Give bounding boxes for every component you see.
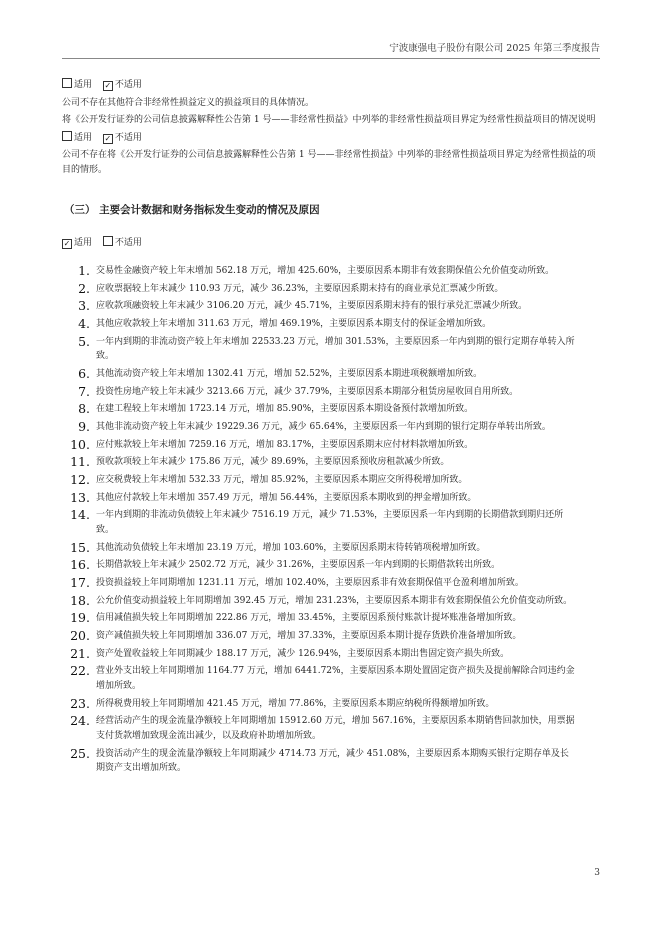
checkbox-label: 适用 (74, 80, 93, 90)
item-text: 其他非流动资产较上年末减少 19229.36 万元，减少 65.64%，主要原因系一年内到期的银行定期存单转出所致。 (96, 422, 551, 432)
checkbox-not-applicable[interactable]: ✓ (104, 133, 112, 143)
list-item (62, 576, 602, 591)
item-number: 24. (70, 713, 90, 729)
item-text: 应付账款较上年末增加 7259.16 万元，增加 83.17%，主要原因系期末应付材料款增加所致。 (96, 439, 474, 450)
list-item (62, 402, 602, 417)
list-item (62, 367, 602, 382)
list-item (62, 473, 602, 488)
item-number: 10. (70, 436, 90, 452)
list-item (62, 264, 602, 279)
item-text: 信用减值损失较上年同期增加 222.86 万元，增加 33.45%，主要原因系预付账款计提坏账准备增加所致。 (96, 613, 522, 624)
item-text: 应交税费较上年末增加 532.33 万元，增加 85.92%，主要原因系本期应交所得税增加所致。 (96, 475, 468, 486)
item-text: 其他应收款较上年末增加 311.63 万元，增加 469.19%，主要原因系本期支付的保证金增加所致。 (96, 319, 492, 330)
list-item (62, 747, 602, 776)
list-item (62, 282, 602, 297)
item-number: 22. (70, 663, 90, 679)
item-number: 19. (70, 610, 90, 626)
item-text: 资产处置收益较上年同期减少 188.17 万元，减少 126.94%，主要原因系本期出售固定资产损失所致。 (96, 648, 510, 659)
item-number: 6. (78, 365, 90, 381)
item-text: 预收款项较上年末减少 175.86 万元，减少 89.69%，主要原因系预收房租款减少所致。 (96, 457, 450, 468)
list-item (62, 508, 602, 537)
item-number: 2. (78, 280, 90, 296)
item-text: 其他流动负债较上年末增加 23.19 万元，增加 103.60%，主要原因系期末待转销项税增加所致。 (96, 542, 486, 553)
item-text: 公允价值变动损益较上年同期增加 392.45 万元，增加 231.23%，主要原因系本期非有效套期保值公允价值变动所致。 (96, 595, 573, 606)
checkbox-label: 适用 (74, 237, 93, 248)
item-text: 长期借款较上年末减少 2502.72 万元，减少 31.26%，主要原因系一年内到期的长期借款转出所致。 (96, 560, 501, 571)
list-item (62, 697, 602, 712)
checkbox-row-2 (62, 131, 602, 146)
item-text: 经营活动产生的现金流量净额较上年同期增加 15912.60 万元，增加 567.16%，主要原因系本期销售回款加快，用票据支付货款增加致现金流出减少，以及政府补助增加所致。 (96, 716, 575, 741)
list-item (62, 438, 602, 453)
item-number: 18. (70, 592, 90, 608)
item-text: 在建工程较上年末增加 1723.14 万元，增加 85.90%，主要原因系本期设备预付款增加所致。 (96, 404, 474, 415)
checkbox-not-applicable[interactable]: ✓ (104, 81, 112, 90)
section-title: （三） 主要会计数据和财务指标发生变动的情况及原因 (64, 204, 320, 216)
checkbox-label: 适用 (74, 132, 93, 143)
item-number: 14. (70, 507, 90, 523)
paragraph: 公司不存在将《公开发行证券的公司信息披露解释性公告第 1 号——非经常性损益》中列举的非经常性损益项目界定为经常性损益的项目的情形。 (62, 150, 596, 175)
checkbox-applicable[interactable] (62, 78, 72, 88)
item-number: 23. (70, 695, 90, 711)
item-number: 1. (78, 263, 90, 278)
item-text: 投资性房地产较上年末减少 3213.66 万元，减少 37.79%，主要原因系本期部分租赁房屋收回自用所致。 (96, 386, 519, 397)
item-text: 应收票据较上年末减少 110.93 万元，减少 36.23%，主要原因系期末持有的商业承兑汇票减少所致。 (96, 283, 504, 294)
list-item (62, 541, 602, 556)
checkbox-label: 不适用 (114, 132, 142, 143)
checkbox-row-3 (62, 236, 602, 251)
list-item (62, 629, 602, 644)
page-header: 宁波康强电子股份有限公司 2025 年第三季度报告 (389, 43, 600, 54)
list-item (62, 299, 602, 314)
item-text: 一年内到期的非流动资产较上年末增加 22533.23 万元，增加 301.53%，主要原因系一年内到期的银行定期存单转入所致。 (96, 336, 575, 362)
list-item (62, 335, 602, 364)
item-number: 4. (78, 316, 90, 332)
list-item (62, 611, 602, 626)
item-number: 7. (78, 383, 90, 399)
item-text: 营业外支出较上年同期增加 1164.77 万元，增加 6441.72%，主要原因系本期处置固定资产损失及提前解除合同违约金增加所致。 (96, 666, 575, 691)
list-item (62, 420, 602, 435)
page-content (62, 78, 602, 779)
item-text: 所得税费用较上年同期增加 421.45 万元，增加 77.86%，主要原因系本期应纳税所得额增加所致。 (96, 698, 495, 709)
checkbox-applicable[interactable] (62, 131, 72, 141)
item-text: 应收款项融资较上年末减少 3106.20 万元，减少 45.71%，主要原因系期末持有的银行承兑汇票减少所致。 (96, 301, 528, 312)
list-item (62, 594, 602, 609)
item-number: 25. (70, 745, 90, 761)
checkbox-not-applicable[interactable] (103, 236, 113, 246)
item-number: 11. (70, 454, 90, 470)
item-number: 16. (70, 557, 90, 573)
item-text: 投资损益较上年同期增加 1231.11 万元，增加 102.40%，主要原因系非有效套期保值平仓盈利增加所致。 (96, 578, 524, 588)
checkbox-row-1 (62, 78, 602, 93)
item-number: 17. (70, 575, 90, 590)
item-number: 15. (70, 539, 90, 555)
item-number: 21. (70, 645, 90, 661)
change-reasons-list (62, 264, 602, 776)
item-text: 投资活动产生的现金流量净额较上年同期减少 4714.73 万元，减少 451.08%，主要原因系本期购买银行定期存单及长期资产支出增加所致。 (96, 748, 569, 773)
item-number: 13. (70, 489, 90, 505)
item-text: 其他应付款较上年末增加 357.49 万元，增加 56.44%，主要原因系本期收到的押金增加所致。 (96, 492, 477, 503)
header-divider (62, 58, 600, 59)
page-number: 3 (594, 868, 600, 878)
list-item (62, 647, 602, 662)
list-item (62, 558, 602, 573)
list-item (62, 317, 602, 332)
item-text: 其他流动资产较上年末增加 1302.41 万元，增加 52.52%，主要原因系本期进项税额增加所致。 (96, 368, 483, 379)
paragraph: 公司不存在其他符合非经常性损益定义的损益项目的具体情况。 (62, 97, 315, 108)
list-item (62, 385, 602, 400)
item-number: 5. (78, 333, 90, 349)
checkbox-applicable[interactable]: ✓ (63, 238, 71, 248)
list-item (62, 491, 602, 506)
checkbox-label: 不适用 (114, 80, 142, 90)
item-text: 交易性金融资产较上年末增加 562.18 万元，增加 425.60%，主要原因系本期非有效套期保值公允价值变动所致。 (96, 266, 555, 276)
list-item (62, 664, 602, 693)
paragraph: 将《公开发行证券的公司信息披露解释性公告第 1 号——非经常性损益》中列举的非经常性损益项目界定为经常性损益项目的情况说明 (62, 115, 596, 125)
item-number: 3. (78, 298, 90, 314)
item-number: 12. (70, 472, 90, 488)
item-number: 20. (70, 628, 90, 644)
checkbox-label: 不适用 (114, 237, 142, 248)
item-text: 一年内到期的非流动负债较上年末减少 7516.19 万元，减少 71.53%，主要原因系一年内到期的长期借款到期归还所致。 (96, 510, 564, 535)
item-text: 资产减值损失较上年同期增加 336.07 万元，增加 37.33%，主要原因系本期计提存货跌价准备增加所致。 (96, 631, 522, 642)
item-number: 8. (78, 401, 90, 417)
list-item (62, 714, 602, 743)
item-number: 9. (78, 419, 90, 434)
list-item (62, 455, 602, 470)
